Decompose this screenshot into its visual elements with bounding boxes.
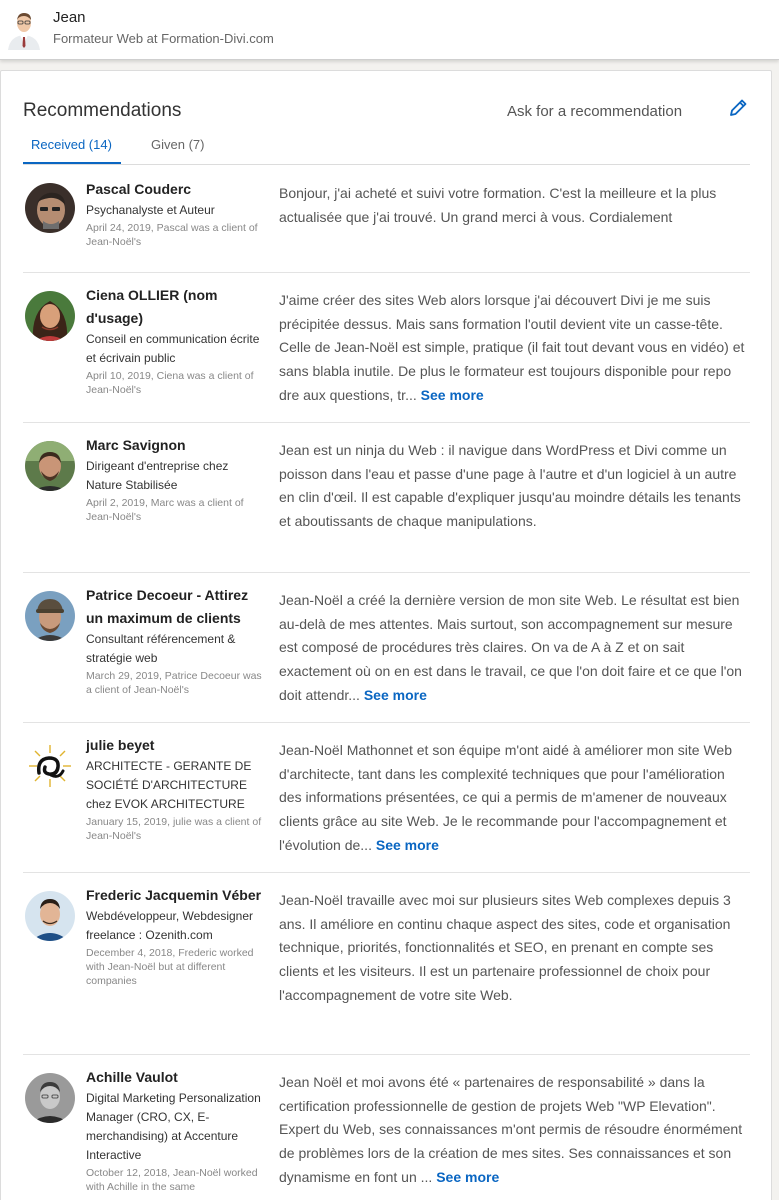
profile-name[interactable]: Jean [53, 9, 86, 26]
recommender-info [86, 1066, 266, 1194]
recommender-name[interactable]: Frederic Jacquemin Véber [86, 887, 262, 903]
recommendation-text [279, 1071, 747, 1190]
recommendation-body: Jean Noël et moi avons été « partenaires de responsabilité » dans la certification professionnelle de gestion de projets Web "WP Elevation". Expert du Web, ses connaissances m'ont permis de résoudre énormément de problèmes lors de la création de mes sites. Ses connaissances et son dynamisme en font un ... [279, 1074, 743, 1185]
recommender-headline: Digital Marketing Personalization Manager (CRO, CX, E-merchandising) at Accenture Interactive [86, 1091, 261, 1162]
recommendation-body: J'aime créer des sites Web alors lorsque j'ai découvert Divi je me suis précipitée dessus. Mais sans formation l'outil devient vite un casse-tête. Celle de Jean-Noël est simple, pratique (il fait tout devant vous en vidéo) et sans blabla inutile. De plus le formateur est toujours disponible pour repo dre aux questions, tr... [279, 292, 745, 403]
tab-received[interactable]: Received (14) [31, 137, 112, 152]
recommender-info [86, 734, 266, 843]
recommendation-text [279, 439, 747, 534]
recommender-name[interactable]: Marc Savignon [86, 437, 186, 453]
avatar[interactable] [25, 291, 75, 341]
recommendation-meta: March 29, 2019, Patrice Decoeur was a client of Jean-Noël's [86, 670, 262, 696]
recommendation-meta: December 4, 2018, Frederic worked with Jean-Noël but at different companies [86, 947, 254, 987]
list-item [23, 1055, 750, 1200]
avatar[interactable] [25, 441, 75, 491]
recommender-info [86, 584, 266, 697]
recommender-info [86, 884, 266, 988]
recommender-name[interactable]: Ciena OLLIER (nom d'usage) [86, 287, 218, 326]
avatar[interactable] [25, 891, 75, 941]
profile-header [0, 0, 779, 60]
avatar[interactable] [25, 591, 75, 641]
avatar[interactable] [25, 741, 75, 791]
pencil-icon[interactable] [727, 97, 749, 119]
list-item [23, 273, 750, 423]
see-more-link[interactable]: See more [420, 386, 484, 403]
recommendations-card [0, 70, 772, 1200]
recommendation-text [279, 182, 747, 229]
recommender-headline: Conseil en communication écrite et écrivain public [86, 332, 260, 365]
recommendation-body: Jean-Noël Mathonnet et son équipe m'ont aidé à améliorer mon site Web d'architecte, tant dans les complexité techniques que pour l'amélioration des informations présentées, ce qui a permis de m'amener de nouveaux clients grâce au site Web. Je le recommande pour l'accompagnement et l'évolution de... [279, 742, 733, 853]
recommendation-tabs [23, 129, 750, 165]
ask-recommendation-link[interactable]: Ask for a recommendation [507, 103, 683, 120]
list-item [23, 423, 750, 573]
active-tab-indicator [23, 162, 121, 164]
recommendation-body: Jean-Noël travaille avec moi sur plusieurs sites Web complexes depuis 3 ans. Il améliore en continu chaque aspect des sites, code et organisation technique, priorités, fonctionnalités et SEO, en prenant en compte ses clients et les visiteurs. Il est un partenaire professionnel de choix pour l'accompagnement de votre site Web. [279, 892, 731, 1003]
recommendation-text [279, 889, 747, 1008]
recommendation-text [279, 289, 747, 408]
recommender-name[interactable]: Achille Vaulot [86, 1069, 178, 1085]
recommender-headline: Psychanalyste et Auteur [86, 203, 215, 217]
section-title: Recommendations [23, 100, 182, 121]
see-more-link[interactable]: See more [436, 1168, 500, 1185]
recommendation-body: Bonjour, j'ai acheté et suivi votre formation. C'est la meilleure et la plus actualisée que j'ai trouvé. Un grand merci à vous. Cordialement [279, 185, 717, 225]
recommender-headline: Consultant référencement & stratégie web [86, 632, 236, 665]
recommender-headline: Dirigeant d'entreprise chez Nature Stabilisée [86, 459, 229, 492]
recommendation-meta: April 2, 2019, Marc was a client of Jean-Noël's [86, 497, 244, 523]
recommender-headline: Webdéveloppeur, Webdesigner freelance : Ozenith.com [86, 909, 254, 942]
recommendation-text [279, 589, 747, 708]
recommender-info [86, 284, 266, 397]
list-item [23, 873, 750, 1055]
recommender-name[interactable]: Pascal Couderc [86, 181, 192, 197]
list-item [23, 166, 750, 273]
list-item [23, 723, 750, 873]
list-item [23, 573, 750, 723]
tab-given[interactable]: Given (7) [151, 137, 205, 152]
recommendation-text [279, 739, 747, 858]
recommendation-meta: April 10, 2019, Ciena was a client of Jean-Noël's [86, 370, 254, 396]
avatar[interactable] [25, 183, 75, 233]
see-more-link[interactable]: See more [375, 836, 439, 853]
recommender-info [86, 434, 266, 524]
recommendation-body: Jean-Noël a créé la dernière version de mon site Web. Le résultat est bien au-delà de mes attentes. Mais surtout, son accompagnement sur mesure est composé de procédures très claires. On va de A à Z et on sait exactement où on en est dans le travail, ce que l'on doit faire et ce que l'on doit attendr... [279, 592, 742, 703]
recommendation-body: Jean est un ninja du Web : il navigue dans WordPress et Divi comme un poisson dans l'eau et passe d'une page à l'autre et d'un logiciel à un autre en clin d'œil. Il est capable d'expliquer jusqu'au moindre détails les tenants et aboutissants de chaque manipulations. [279, 442, 741, 530]
recommender-name[interactable]: Patrice Decoeur - Attirez un maximum de clients [86, 587, 249, 626]
recommender-name[interactable]: julie beyet [86, 737, 155, 753]
avatar[interactable] [25, 1073, 75, 1123]
recommendation-meta: January 15, 2019, julie was a client of Jean-Noël's [86, 816, 262, 842]
see-more-link[interactable]: See more [363, 686, 427, 703]
recommender-info [86, 178, 266, 249]
recommender-headline: ARCHITECTE - GERANTE DE SOCIÉTÉ D'ARCHITECTURE chez EVOK ARCHITECTURE [86, 759, 252, 811]
profile-avatar[interactable] [4, 6, 44, 50]
recommendation-meta: October 12, 2018, Jean-Noël worked with Achille in the same [86, 1167, 258, 1193]
profile-headline: Formateur Web at Formation-Divi.com [53, 31, 274, 46]
recommendation-meta: April 24, 2019, Pascal was a client of Jean-Noël's [86, 222, 258, 248]
